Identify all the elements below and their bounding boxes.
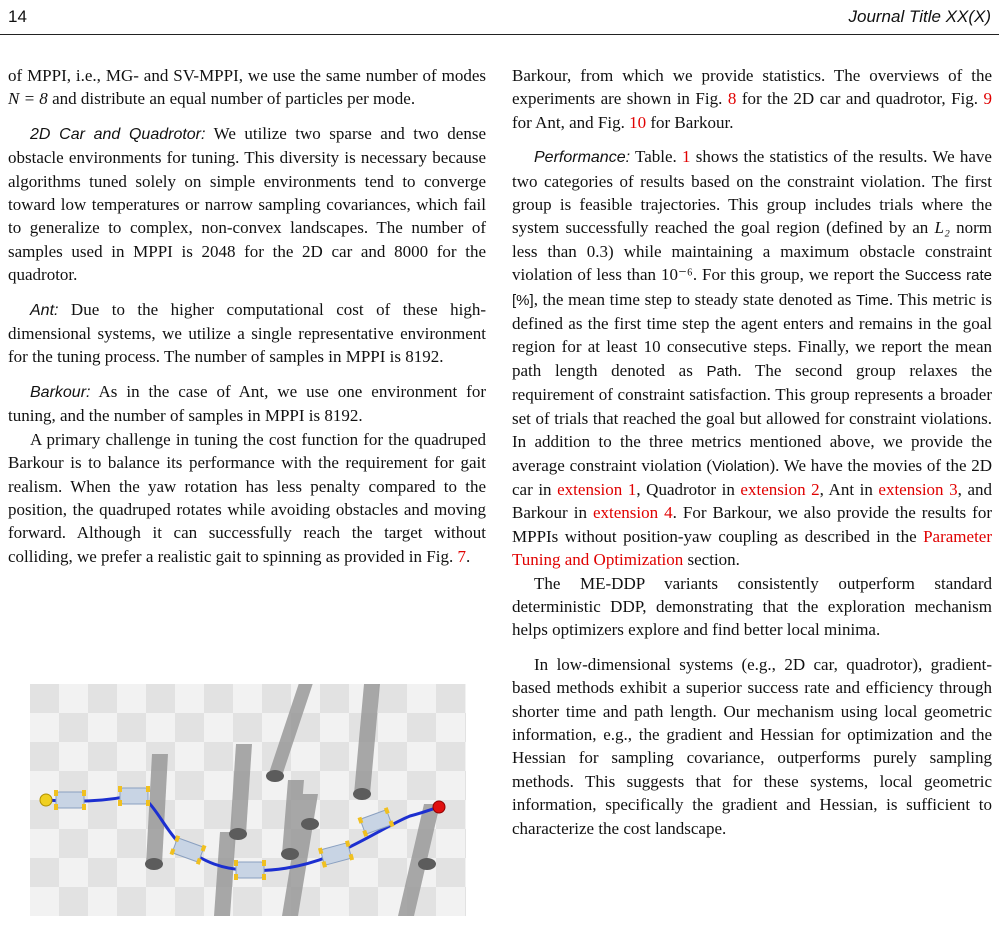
math-violation-bound: 10⁻⁶ — [660, 265, 693, 285]
math-threshold: 0.3 — [586, 241, 609, 261]
text-span: Barkour, from which we provide statistics. The overviews of the experiments are shown in Fig. — [512, 66, 992, 109]
text-span: , the mean time step to steady state denoted as — [533, 289, 857, 309]
text-span: and distribute an equal number of particles per mode. — [47, 89, 416, 109]
robot-pose — [118, 786, 150, 806]
robot-pose — [54, 790, 86, 810]
paragraph-ant — [8, 298, 486, 369]
barkour-figure — [30, 684, 466, 916]
extension-link-3[interactable]: extension 3 — [878, 479, 958, 499]
metric-violation: Violation — [712, 457, 770, 475]
paragraph-me-ddp — [512, 572, 992, 642]
text-span: Due to the higher computational cost of these high-dimensional systems, we utilize a single representative environment for the tuning process. The number of samples in MPPI is 8192. — [8, 299, 486, 367]
fig-ref-8[interactable]: 8 — [727, 89, 737, 109]
left-column — [8, 64, 486, 579]
page-number: 14 — [8, 7, 27, 26]
text-span: In low-dimensional systems (e.g., 2D car, quadrotor), gradient-based methods exhibit a superior success rate and efficiency through shorter time and path length. Our mechanism using local geometric information, e.g., the gradient and Hessian for optimization and the Hessian for sampling covariance, outperforms purely sampling methods. This suggests that for these systems, local geometric information, specifically the gradient and Hessian, is sufficient to characterize the cost landscape. — [512, 654, 992, 838]
metric-time: Time — [856, 291, 889, 309]
paragraph-2d-car — [8, 122, 486, 287]
math-l2: L₂ — [934, 218, 950, 238]
robot-pose — [234, 860, 266, 880]
goal-marker — [433, 801, 445, 813]
paragraph-barkour — [8, 380, 486, 428]
text-span: section. — [683, 550, 740, 570]
right-column — [512, 64, 992, 851]
text-span: , Ant in — [819, 479, 879, 499]
text-span: for Barkour. — [646, 112, 734, 132]
text-span: for Ant, and Fig. — [512, 112, 630, 132]
paragraph-low-dim — [512, 653, 992, 840]
fig-ref-7[interactable]: 7 — [457, 546, 466, 566]
text-span: . — [465, 546, 471, 566]
table-ref-1[interactable]: 1 — [682, 147, 691, 167]
barkour-scene — [30, 684, 466, 916]
text-span: shows the statistics of the results. We have two categories of results based on the constraint violation. The first group is feasible trajectories. This group includes trials where the system successfully reached the goal region (defined by an — [512, 147, 992, 238]
text-span: , and Barkour in — [512, 479, 993, 523]
paragraph-performance — [512, 145, 992, 571]
math-modes: N = 8 — [8, 89, 48, 109]
pillar-top — [418, 858, 436, 870]
text-span: . For Barkour, we also provide the results for MPPIs without position-yaw coupling as described in the — [512, 503, 992, 546]
pillar-top — [266, 770, 284, 782]
paragraph-overview — [512, 64, 992, 134]
extension-link-2[interactable]: extension 2 — [740, 479, 820, 499]
section-link-parameter-tuning[interactable]: Parameter Tuning and Optimization — [512, 526, 992, 570]
heading-ant: Ant: — [30, 301, 59, 319]
heading-barkour: Barkour: — [30, 383, 91, 401]
pillar-top — [145, 858, 163, 870]
text-span: A primary challenge in tuning the cost function for the quadruped Barkour is to balance its performance with the requirement for gait realism. When the yaw rotation has less penalty compared to the position, the quadruped rotates while avoiding obstacles and moving forward. Although it can successfully reach the target without colliding, we prefer a realistic gait to spinning as provided in Fig. — [8, 429, 486, 566]
paragraph-gait — [8, 428, 486, 568]
text-span: norm less than — [512, 218, 993, 261]
text-span: As in the case of Ant, we use one environment for tuning, and the number of samples in MPPI is 8192. — [8, 381, 486, 426]
text-span: . For this group, we report the — [692, 265, 905, 285]
paragraph-modes — [8, 64, 486, 111]
journal-title: Journal Title XX(X) — [848, 7, 991, 26]
heading-performance: Performance: — [534, 149, 631, 167]
text-span: ) while maintaining a maximum obstacle constraint violation of less than — [512, 241, 992, 285]
pillar-top — [281, 848, 299, 860]
extension-link-4[interactable]: extension 4 — [592, 503, 673, 523]
metric-success-rate: Success rate [%] — [512, 267, 992, 309]
pillar-top — [229, 828, 247, 840]
text-span: of MPPI, i.e., MG- and SV-MPPI, we use the same number of modes — [8, 66, 486, 85]
page-header — [0, 0, 999, 36]
pillar-top — [353, 788, 371, 800]
fig-ref-10[interactable]: 10 — [629, 112, 647, 132]
pillar-top — [301, 818, 319, 830]
heading-2d-car: 2D Car and Quadrotor: — [30, 125, 206, 143]
extension-link-1[interactable]: extension 1 — [557, 479, 637, 499]
start-marker — [40, 794, 52, 806]
text-span: for the 2D car and quadrotor, Fig. — [736, 89, 984, 109]
text-span: . This metric is defined as the first time step the agent enters and remains in the goal region for at least 10 consecutive steps. Finally, we report the mean path length denoted as — [512, 289, 992, 380]
text-span: The ME-DDP variants consistently outperform standard deterministic DDP, demonstrating that the exploration mechanism helps optimizers explore and find better local minima. — [512, 573, 992, 640]
metric-path: Path — [706, 362, 738, 380]
text-span: , Quadrotor in — [636, 479, 741, 499]
fig-ref-9[interactable]: 9 — [983, 89, 992, 109]
text-span: . The second group relaxes the requirement of constraint satisfaction. This group represents a broader set of trials that reached the goal but allowed for constraint violations. In addition to the three metrics mentioned above, we provide the average constraint violation ( — [512, 360, 992, 475]
text-span: ). We have the movies of the 2D car in — [512, 455, 992, 499]
text-span: We utilize two sparse and two dense obstacle environments for tuning. This diversity is necessary because algorithms tuned solely on simple environments tend to converge toward low temperatures or narrow sampling covariances, which fail to generalize to complex, non-convex landscapes. The number of samples used in MPPI is 2048 for the 2D car and 8000 for the quadrotor. — [8, 123, 486, 285]
header-rule — [0, 34, 999, 35]
text-span: Table. — [630, 147, 683, 167]
